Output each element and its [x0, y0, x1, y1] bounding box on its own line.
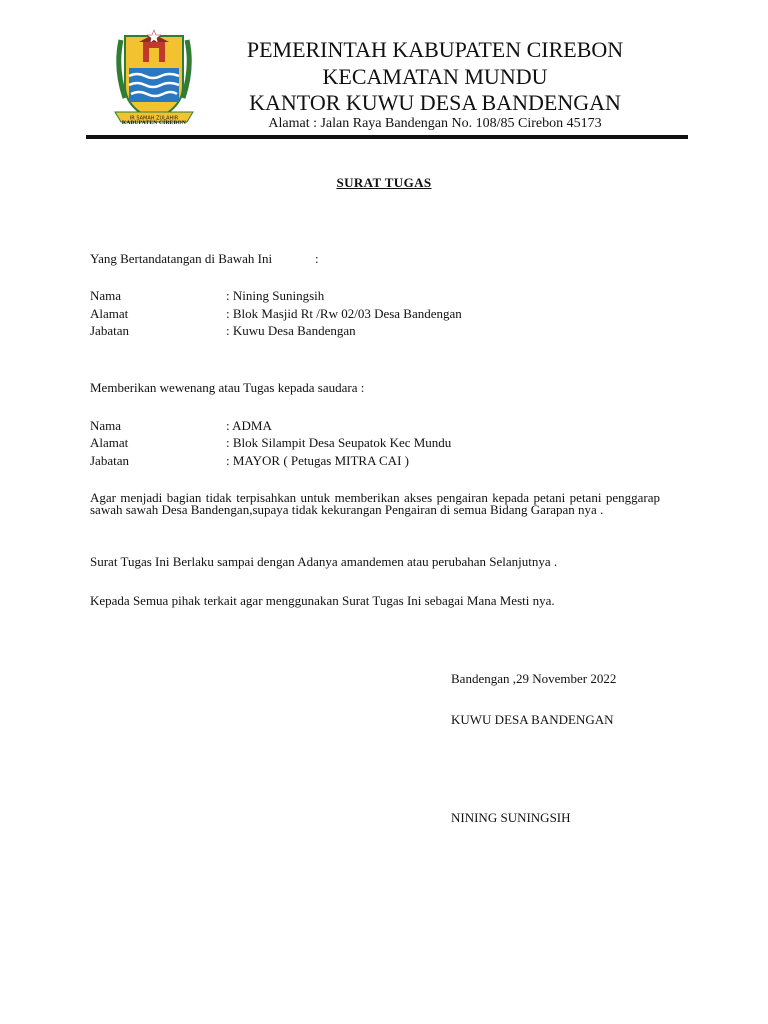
- signer-name-label: Nama: [90, 288, 122, 303]
- grant-text: Memberikan wewenang atau Tugas kepada saudara :: [90, 380, 365, 395]
- place-date: Bandengan ,29 November 2022: [451, 671, 617, 686]
- document-title: SURAT TUGAS: [336, 175, 432, 190]
- signer-address-label: Alamat: [90, 306, 129, 321]
- intro-text: Yang Bertandatangan di Bawah Ini: [90, 251, 273, 266]
- assignee-position-label: Jabatan: [90, 453, 129, 468]
- letterhead-office: KANTOR KUWU DESA BANDENGAN: [249, 90, 621, 115]
- validity-paragraph: Surat Tugas Ini Berlaku sampai dengan Adanya amandemen atau perubahan Selanjutnya .: [90, 554, 558, 569]
- assignee-name-value: : ADMA: [226, 418, 272, 433]
- signer-title: KUWU DESA BANDENGAN: [451, 712, 614, 727]
- logo-caption: KABUPATEN CIREBON: [121, 120, 187, 126]
- assignee-address-value: : Blok Silampit Desa Seupatok Kec Mundu: [226, 435, 452, 450]
- intro-colon: :: [315, 251, 319, 266]
- letterhead-address: Alamat : Jalan Raya Bandengan No. 108/85 Cirebon 45173: [268, 116, 602, 131]
- letterhead-government: PEMERINTAH KABUPATEN CIREBON: [246, 37, 624, 62]
- regency-emblem-logo: [113, 28, 195, 130]
- svg-text:IR SAMAH ZULAHIR: IR SAMAH ZULAHIR: [129, 115, 179, 122]
- letterhead-divider: [86, 135, 688, 139]
- assignee-name-label: Nama: [90, 418, 122, 433]
- signer-position-label: Jabatan: [90, 323, 129, 338]
- signer-printed-name: NINING SUNINGSIH: [451, 810, 571, 825]
- instruction-paragraph: Kepada Semua pihak terkait agar menggunakan Surat Tugas Ini sebagai Mana Mesti nya.: [90, 593, 555, 608]
- assignee-position-value: : MAYOR ( Petugas MITRA CAI ): [226, 453, 409, 468]
- assignee-address-label: Alamat: [90, 435, 129, 450]
- signer-name-value: : Nining Suningsih: [226, 288, 325, 303]
- purpose-paragraph: Agar menjadi bagian tidak terpisahkan untuk memberikan akses pengairan kepada petani petani penggarap sawah sawah Desa Bandengan,supaya tidak kekurangan Pengairan di semua Bidang Garapan nya .: [90, 490, 660, 517]
- signer-position-value: : Kuwu Desa Bandengan: [226, 323, 356, 338]
- signer-address-value: : Blok Masjid Rt /Rw 02/03 Desa Bandengan: [226, 306, 462, 321]
- letterhead-district: KECAMATAN MUNDU: [322, 64, 548, 89]
